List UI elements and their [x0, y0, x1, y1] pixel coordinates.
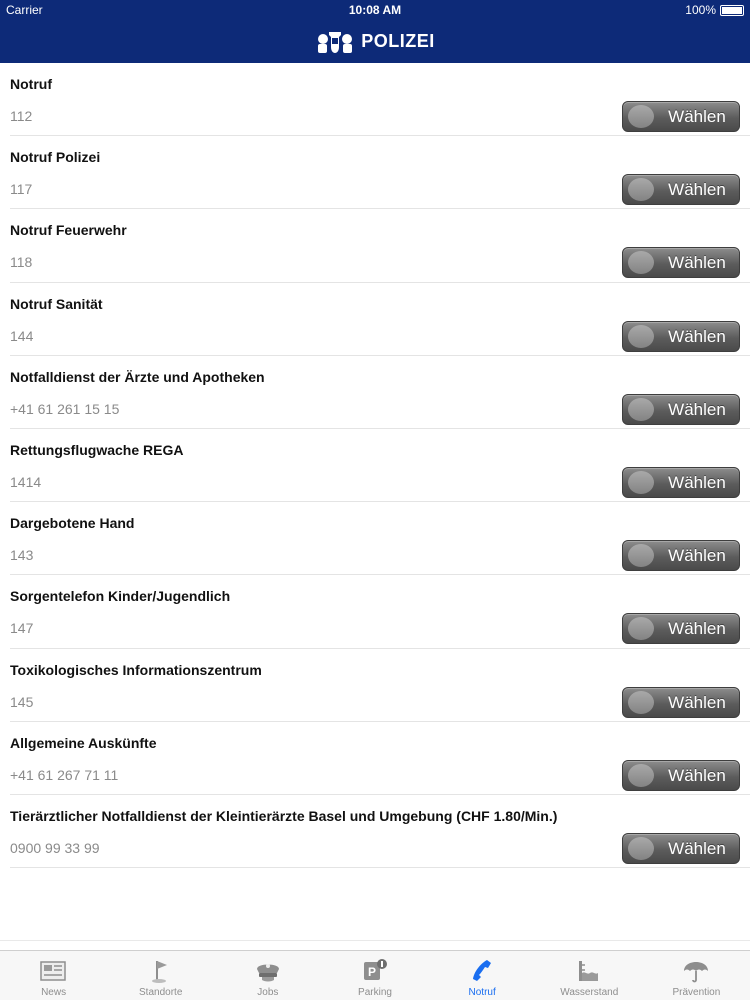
tab-label: News — [41, 987, 67, 998]
toggle-knob — [628, 544, 654, 567]
contact-name: Notruf Polizei — [10, 149, 101, 166]
contact-row — [0, 722, 750, 795]
toggle-knob — [628, 617, 654, 640]
toggle-knob — [628, 837, 654, 860]
tab-parking[interactable] — [321, 951, 428, 1000]
contact-row — [0, 649, 750, 722]
contact-number: 144 — [10, 327, 34, 344]
dial-toggle-label: Wählen — [668, 399, 726, 419]
dial-toggle-label: Wählen — [668, 472, 726, 492]
tab-label: Jobs — [257, 987, 279, 998]
contact-row — [0, 63, 750, 136]
contact-row — [0, 575, 750, 648]
contact-row — [0, 209, 750, 282]
contact-row — [0, 283, 750, 356]
dial-toggle[interactable] — [622, 321, 740, 352]
tab-wasserstand[interactable] — [536, 951, 643, 1000]
contact-number: 0900 99 33 99 — [10, 839, 100, 856]
toggle-knob — [628, 691, 654, 714]
contact-number: 145 — [10, 693, 34, 710]
parking-icon — [359, 957, 391, 985]
dial-toggle[interactable] — [622, 467, 740, 498]
dial-toggle[interactable] — [622, 247, 740, 278]
divider — [0, 940, 750, 941]
status-bar — [0, 0, 750, 20]
tab-jobs[interactable] — [214, 951, 321, 1000]
battery-status — [685, 3, 744, 17]
toggle-knob — [628, 398, 654, 421]
dial-toggle-label: Wählen — [668, 326, 726, 346]
tab-news[interactable] — [0, 951, 107, 1000]
dial-toggle[interactable] — [622, 174, 740, 205]
contact-number: 118 — [10, 254, 33, 271]
contact-number: +41 61 267 71 11 — [10, 766, 119, 783]
tab-label: Standorte — [139, 987, 183, 998]
dial-toggle-label: Wählen — [668, 107, 726, 126]
dial-toggle[interactable] — [622, 540, 740, 571]
dial-toggle-label: Wählen — [668, 692, 726, 712]
dial-toggle[interactable] — [622, 101, 740, 132]
water-level-icon — [573, 957, 605, 985]
battery-icon — [720, 5, 744, 16]
row-divider — [10, 867, 750, 868]
contact-row — [0, 356, 750, 429]
police-cap-icon — [252, 957, 284, 985]
phone-icon — [466, 957, 498, 985]
tab-label: Prävention — [672, 987, 721, 998]
dial-toggle-label: Wählen — [668, 253, 726, 273]
tab-label: Notruf — [468, 987, 496, 998]
toggle-knob — [628, 471, 654, 494]
contact-number: 1414 — [10, 473, 42, 490]
contact-name: Rettungsflugwache REGA — [10, 441, 184, 458]
dial-toggle-label: Wählen — [668, 619, 726, 639]
contact-name: Tierärztlicher Notfalldienst der Kleintierärzte Basel und Umgebung (CHF 1.80/Min.) — [10, 807, 558, 824]
contact-number: 143 — [10, 547, 34, 564]
dial-toggle[interactable] — [622, 760, 740, 791]
contact-number: +41 61 261 15 15 — [10, 400, 120, 417]
newspaper-icon — [38, 957, 70, 985]
clock: 10:08 AM — [348, 3, 402, 17]
emergency-contact-list — [0, 63, 750, 868]
toggle-knob — [628, 325, 654, 348]
contact-name: Sorgentelefon Kinder/Jugendlich — [10, 588, 231, 605]
tab-bar — [0, 950, 750, 1000]
nav-bar — [0, 20, 750, 63]
contact-name: Notruf Feuerwehr — [10, 222, 127, 239]
tab-standorte[interactable] — [107, 951, 214, 1000]
contact-number: 117 — [10, 181, 33, 198]
police-crest-icon — [315, 28, 355, 56]
toggle-knob — [628, 251, 654, 274]
dial-toggle-label: Wählen — [668, 765, 726, 785]
contact-name: Notfalldienst der Ärzte und Apotheken — [10, 368, 265, 385]
carrier-label: Carrier — [6, 3, 43, 17]
page-title: POLIZEI — [361, 31, 435, 51]
battery-percent: 100% — [685, 3, 716, 17]
dial-toggle-label: Wählen — [668, 838, 726, 858]
dial-toggle-label: Wählen — [668, 546, 726, 566]
tab-praevention[interactable] — [643, 951, 750, 1000]
umbrella-icon — [680, 957, 712, 985]
tab-notruf[interactable] — [429, 951, 536, 1000]
contact-name: Toxikologisches Informationszentrum — [10, 661, 262, 678]
contact-name: Allgemeine Auskünfte — [10, 734, 157, 751]
dial-toggle[interactable] — [622, 613, 740, 644]
contact-row — [0, 136, 750, 209]
toggle-knob — [628, 178, 654, 201]
contact-name: Notruf — [10, 76, 52, 92]
dial-toggle[interactable] — [622, 394, 740, 425]
contact-number: 112 — [10, 108, 33, 124]
toggle-knob — [628, 105, 654, 128]
svg-text:P: P — [367, 965, 376, 979]
contact-name: Notruf Sanität — [10, 295, 103, 312]
flag-icon — [145, 957, 177, 985]
contact-row — [0, 429, 750, 502]
tab-label: Wasserstand — [560, 987, 619, 998]
toggle-knob — [628, 764, 654, 787]
tab-label: Parking — [358, 987, 392, 998]
contact-name: Dargebotene Hand — [10, 515, 135, 532]
contact-row — [0, 795, 750, 868]
dial-toggle[interactable] — [622, 833, 740, 864]
dial-toggle[interactable] — [622, 687, 740, 718]
contact-row — [0, 502, 750, 575]
contact-number: 147 — [10, 620, 34, 637]
dial-toggle-label: Wählen — [668, 180, 726, 200]
